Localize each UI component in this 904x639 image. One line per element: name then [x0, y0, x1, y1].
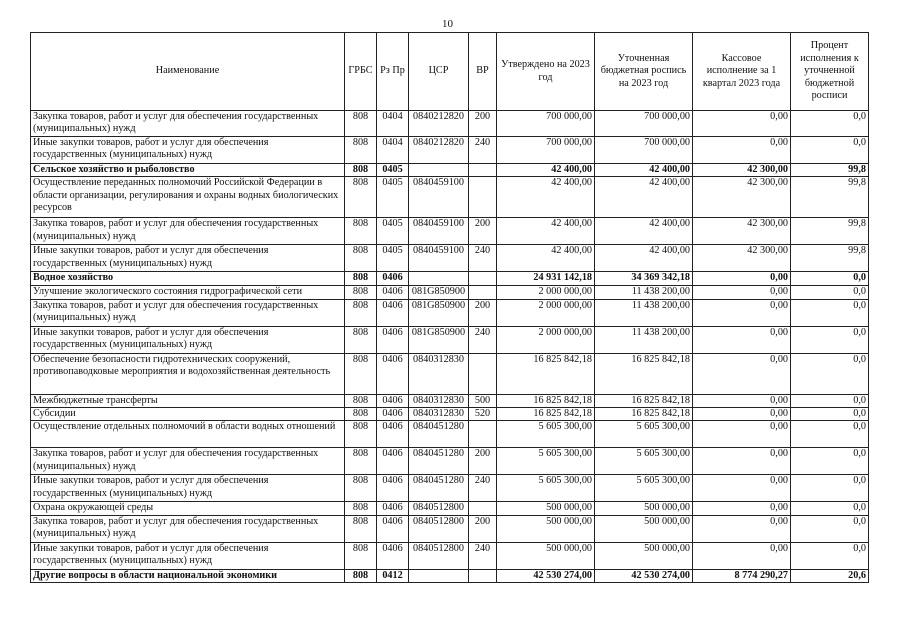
cell-approved: 42 400,00: [497, 218, 595, 245]
cell-cash: 0,00: [693, 515, 791, 542]
header-csr: ЦСР: [409, 33, 469, 111]
table-body: [31, 111, 869, 583]
table-row: [31, 136, 869, 163]
cell-percent: 99,8: [791, 245, 869, 272]
cell-cash: 0,00: [693, 285, 791, 299]
cell-approved: 5 605 300,00: [497, 475, 595, 502]
cell-rzpr: 0405: [377, 245, 409, 272]
cell-refined: 11 438 200,00: [595, 299, 693, 326]
cell-percent: 99,8: [791, 163, 869, 176]
cell-grbs: 808: [345, 285, 377, 299]
cell-csr: 081G850900: [409, 326, 469, 353]
cell-percent: 99,8: [791, 177, 869, 218]
cell-grbs: 808: [345, 542, 377, 569]
cell-grbs: 808: [345, 421, 377, 448]
cell-vr: 200: [469, 515, 497, 542]
cell-name: Улучшение экологического состояния гидрографической сети: [31, 285, 345, 299]
cell-csr: 0840512800: [409, 515, 469, 542]
table-row: [31, 353, 869, 394]
cell-cash: 0,00: [693, 394, 791, 407]
cell-rzpr: 0406: [377, 542, 409, 569]
cell-rzpr: 0406: [377, 448, 409, 475]
cell-name: Осуществление переданных полномочий Российской Федерации в области организации, регулирования и охраны водных биологических ресурсов: [31, 177, 345, 218]
cell-percent: 0,0: [791, 475, 869, 502]
cell-csr: [409, 272, 469, 285]
cell-percent: 0,0: [791, 448, 869, 475]
cell-percent: 0,0: [791, 111, 869, 137]
table-row: [31, 299, 869, 326]
cell-grbs: 808: [345, 394, 377, 407]
cell-csr: 0840451280: [409, 421, 469, 448]
cell-approved: 700 000,00: [497, 136, 595, 163]
cell-rzpr: 0406: [377, 421, 409, 448]
cell-csr: 0840212820: [409, 111, 469, 137]
header-approved: Утверждено на 2023 год: [497, 33, 595, 111]
cell-vr: 240: [469, 136, 497, 163]
cell-rzpr: 0406: [377, 285, 409, 299]
cell-approved: 16 825 842,18: [497, 408, 595, 421]
cell-rzpr: 0406: [377, 326, 409, 353]
cell-grbs: 808: [345, 163, 377, 176]
table-row: [31, 111, 869, 137]
table-row: [31, 448, 869, 475]
cell-refined: 42 400,00: [595, 245, 693, 272]
cell-percent: 0,0: [791, 542, 869, 569]
cell-vr: 240: [469, 475, 497, 502]
cell-percent: 0,0: [791, 326, 869, 353]
cell-grbs: 808: [345, 218, 377, 245]
cell-cash: 0,00: [693, 502, 791, 515]
cell-csr: [409, 569, 469, 582]
cell-refined: 5 605 300,00: [595, 448, 693, 475]
cell-refined: 16 825 842,18: [595, 353, 693, 394]
cell-name: Иные закупки товаров, работ и услуг для обеспечения государственных (муниципальных) нужд: [31, 475, 345, 502]
table-row: [31, 475, 869, 502]
table-row: [31, 421, 869, 448]
cell-cash: 42 300,00: [693, 245, 791, 272]
cell-name: Иные закупки товаров, работ и услуг для обеспечения государственных (муниципальных) нужд: [31, 326, 345, 353]
cell-approved: 16 825 842,18: [497, 353, 595, 394]
cell-refined: 42 400,00: [595, 218, 693, 245]
cell-cash: 0,00: [693, 408, 791, 421]
cell-grbs: 808: [345, 111, 377, 137]
cell-vr: [469, 272, 497, 285]
cell-grbs: 808: [345, 136, 377, 163]
cell-approved: 16 825 842,18: [497, 394, 595, 407]
cell-percent: 0,0: [791, 353, 869, 394]
cell-vr: 240: [469, 542, 497, 569]
cell-name: Водное хозяйство: [31, 272, 345, 285]
cell-grbs: 808: [345, 515, 377, 542]
cell-vr: 200: [469, 448, 497, 475]
cell-cash: 0,00: [693, 272, 791, 285]
header-vr: ВР: [469, 33, 497, 111]
table-row: [31, 245, 869, 272]
cell-refined: 500 000,00: [595, 542, 693, 569]
cell-refined: 500 000,00: [595, 502, 693, 515]
cell-percent: 0,0: [791, 272, 869, 285]
cell-name: Осуществление отдельных полномочий в области водных отношений: [31, 421, 345, 448]
table-row: [31, 408, 869, 421]
cell-csr: 081G850900: [409, 299, 469, 326]
cell-csr: 0840451280: [409, 475, 469, 502]
cell-grbs: 808: [345, 448, 377, 475]
cell-refined: 16 825 842,18: [595, 394, 693, 407]
cell-rzpr: 0404: [377, 136, 409, 163]
cell-vr: 200: [469, 299, 497, 326]
cell-rzpr: 0404: [377, 111, 409, 137]
cell-vr: [469, 502, 497, 515]
cell-percent: 0,0: [791, 394, 869, 407]
header-row: [31, 33, 869, 111]
cell-approved: 2 000 000,00: [497, 285, 595, 299]
cell-name: Охрана окружающей среды: [31, 502, 345, 515]
cell-cash: 42 300,00: [693, 218, 791, 245]
cell-name: Сельское хозяйство и рыболовство: [31, 163, 345, 176]
cell-percent: 0,0: [791, 421, 869, 448]
cell-cash: 0,00: [693, 111, 791, 137]
cell-name: Закупка товаров, работ и услуг для обеспечения государственных (муниципальных) нужд: [31, 515, 345, 542]
cell-csr: 0840459100: [409, 177, 469, 218]
cell-grbs: 808: [345, 475, 377, 502]
cell-refined: 42 400,00: [595, 163, 693, 176]
cell-cash: 8 774 290,27: [693, 569, 791, 582]
cell-grbs: 808: [345, 245, 377, 272]
header-cash: Кассовое исполнение за 1 квартал 2023 года: [693, 33, 791, 111]
cell-approved: 500 000,00: [497, 542, 595, 569]
cell-percent: 99,8: [791, 218, 869, 245]
cell-approved: 2 000 000,00: [497, 326, 595, 353]
cell-rzpr: 0406: [377, 394, 409, 407]
table-row: [31, 285, 869, 299]
cell-name: Закупка товаров, работ и услуг для обеспечения государственных (муниципальных) нужд: [31, 299, 345, 326]
cell-approved: 2 000 000,00: [497, 299, 595, 326]
cell-percent: 0,0: [791, 299, 869, 326]
cell-csr: [409, 163, 469, 176]
cell-refined: 500 000,00: [595, 515, 693, 542]
cell-grbs: 808: [345, 299, 377, 326]
cell-cash: 0,00: [693, 475, 791, 502]
cell-csr: 0840312830: [409, 353, 469, 394]
cell-cash: 0,00: [693, 326, 791, 353]
cell-name: Закупка товаров, работ и услуг для обеспечения государственных (муниципальных) нужд: [31, 111, 345, 137]
cell-grbs: 808: [345, 353, 377, 394]
cell-csr: 081G850900: [409, 285, 469, 299]
cell-rzpr: 0405: [377, 218, 409, 245]
cell-grbs: 808: [345, 569, 377, 582]
cell-percent: 0,0: [791, 515, 869, 542]
cell-cash: 0,00: [693, 448, 791, 475]
cell-percent: 20,6: [791, 569, 869, 582]
cell-refined: 5 605 300,00: [595, 475, 693, 502]
cell-cash: 42 300,00: [693, 177, 791, 218]
cell-approved: 24 931 142,18: [497, 272, 595, 285]
table-row: [31, 326, 869, 353]
cell-vr: 240: [469, 245, 497, 272]
cell-refined: 11 438 200,00: [595, 326, 693, 353]
cell-percent: 0,0: [791, 136, 869, 163]
header-refined: Уточненная бюджетная роспись на 2023 год: [595, 33, 693, 111]
cell-cash: 0,00: [693, 542, 791, 569]
table-row: [31, 502, 869, 515]
cell-name: Иные закупки товаров, работ и услуг для обеспечения государственных (муниципальных) нужд: [31, 136, 345, 163]
cell-name: Иные закупки товаров, работ и услуг для обеспечения государственных (муниципальных) нужд: [31, 542, 345, 569]
cell-refined: 42 530 274,00: [595, 569, 693, 582]
header-percent: Процент исполнения к уточненной бюджетной росписи: [791, 33, 869, 111]
cell-name: Закупка товаров, работ и услуг для обеспечения государственных (муниципальных) нужд: [31, 448, 345, 475]
cell-csr: 0840459100: [409, 218, 469, 245]
cell-name: Субсидии: [31, 408, 345, 421]
cell-rzpr: 0405: [377, 163, 409, 176]
cell-approved: 42 400,00: [497, 163, 595, 176]
cell-name: Другие вопросы в области национальной экономики: [31, 569, 345, 582]
cell-csr: 0840312830: [409, 408, 469, 421]
cell-rzpr: 0405: [377, 177, 409, 218]
cell-vr: 200: [469, 218, 497, 245]
cell-grbs: 808: [345, 326, 377, 353]
cell-rzpr: 0406: [377, 408, 409, 421]
cell-csr: 0840459100: [409, 245, 469, 272]
cell-vr: 240: [469, 326, 497, 353]
cell-rzpr: 0412: [377, 569, 409, 582]
cell-vr: 200: [469, 111, 497, 137]
table-row: [31, 218, 869, 245]
table-row: [31, 569, 869, 582]
cell-refined: 42 400,00: [595, 177, 693, 218]
budget-table: [30, 32, 869, 583]
cell-percent: 0,0: [791, 285, 869, 299]
cell-csr: 0840512800: [409, 542, 469, 569]
cell-approved: 42 530 274,00: [497, 569, 595, 582]
cell-rzpr: 0406: [377, 502, 409, 515]
cell-name: Обеспечение безопасности гидротехнических сооружений, противопаводковые мероприятия и водохозяйственная деятельность: [31, 353, 345, 394]
cell-rzpr: 0406: [377, 475, 409, 502]
cell-vr: [469, 421, 497, 448]
cell-name: Закупка товаров, работ и услуг для обеспечения государственных (муниципальных) нужд: [31, 218, 345, 245]
cell-refined: 700 000,00: [595, 136, 693, 163]
cell-vr: 500: [469, 394, 497, 407]
cell-name: Межбюджетные трансферты: [31, 394, 345, 407]
header-rzpr: Рз Пр: [377, 33, 409, 111]
cell-refined: 11 438 200,00: [595, 285, 693, 299]
cell-csr: 0840312830: [409, 394, 469, 407]
cell-approved: 42 400,00: [497, 245, 595, 272]
cell-cash: 0,00: [693, 421, 791, 448]
table-row: [31, 542, 869, 569]
cell-rzpr: 0406: [377, 272, 409, 285]
cell-name: Иные закупки товаров, работ и услуг для обеспечения государственных (муниципальных) нужд: [31, 245, 345, 272]
table-row: [31, 272, 869, 285]
cell-refined: 34 369 342,18: [595, 272, 693, 285]
page-number: 10: [442, 18, 453, 30]
cell-grbs: 808: [345, 177, 377, 218]
cell-refined: 16 825 842,18: [595, 408, 693, 421]
cell-percent: 0,0: [791, 502, 869, 515]
cell-vr: 520: [469, 408, 497, 421]
cell-refined: 700 000,00: [595, 111, 693, 137]
cell-cash: 0,00: [693, 299, 791, 326]
cell-vr: [469, 353, 497, 394]
cell-rzpr: 0406: [377, 515, 409, 542]
cell-vr: [469, 285, 497, 299]
cell-rzpr: 0406: [377, 299, 409, 326]
cell-cash: 42 300,00: [693, 163, 791, 176]
cell-rzpr: 0406: [377, 353, 409, 394]
cell-cash: 0,00: [693, 136, 791, 163]
cell-grbs: 808: [345, 502, 377, 515]
table-row: [31, 515, 869, 542]
cell-approved: 500 000,00: [497, 502, 595, 515]
cell-approved: 500 000,00: [497, 515, 595, 542]
cell-csr: 0840212820: [409, 136, 469, 163]
cell-vr: [469, 177, 497, 218]
table-row: [31, 163, 869, 176]
cell-grbs: 808: [345, 408, 377, 421]
cell-approved: 700 000,00: [497, 111, 595, 137]
cell-csr: 0840451280: [409, 448, 469, 475]
cell-approved: 5 605 300,00: [497, 448, 595, 475]
cell-approved: 42 400,00: [497, 177, 595, 218]
table-row: [31, 394, 869, 407]
header-grbs: ГРБС: [345, 33, 377, 111]
cell-cash: 0,00: [693, 353, 791, 394]
cell-vr: [469, 569, 497, 582]
cell-vr: [469, 163, 497, 176]
cell-csr: 0840512800: [409, 502, 469, 515]
cell-refined: 5 605 300,00: [595, 421, 693, 448]
header-name: Наименование: [31, 33, 345, 111]
cell-percent: 0,0: [791, 408, 869, 421]
cell-grbs: 808: [345, 272, 377, 285]
table-row: [31, 177, 869, 218]
cell-approved: 5 605 300,00: [497, 421, 595, 448]
